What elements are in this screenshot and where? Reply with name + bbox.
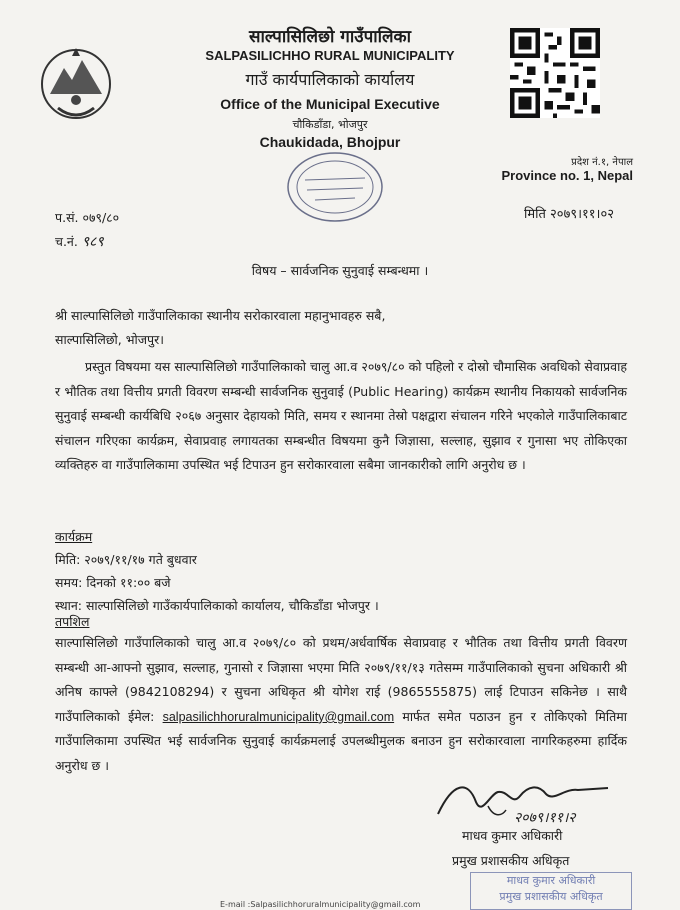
dispatch-number-value: ९८९ [81, 234, 104, 250]
program-place: स्थान: साल्पासिलिछो गाउँकार्यपालिकाको कार्यालय, चौकिडाँडा भोजपुर । [55, 598, 379, 613]
municipality-name-english: SALPASILICHHO RURAL MUNICIPALITY [205, 48, 455, 63]
place-nepali: चौकिडाँडा, भोजपुर [292, 118, 368, 131]
signatory-name: माधव कुमार अधिकारी [462, 828, 563, 843]
municipality-name-nepali: साल्पासिलिछो गाउँपालिका [248, 27, 412, 47]
addressee-line-2: साल्पासिलिछो, भोजपुर। [55, 332, 164, 347]
details-label: तपशिल [55, 614, 90, 629]
details-text-2: मार्फत समेत पठाउन हुन र तोकिएको मितिमा गाउँपालिकामा उपस्थित भई सार्वजनिक सुनुवाई कार्यक्रमलाई उपलब्धीमुलक बनाउन हुन सरोकारवाला नागरिकहरुमा हार्दिक अनुरोध छ । [55, 708, 627, 773]
footer-email: E-mail :Salpasilichhoruralmunicipality@gmail.com [220, 900, 421, 909]
signature-date: २०७९।११।२ [514, 810, 576, 826]
office-name-english: Office of the Municipal Executive [220, 96, 440, 112]
details-text-1: साल्पासिलिछो गाउँपालिकाको चालु आ.व २०७९/८० को प्रथम/अर्धवार्षिक सेवाप्रवाह र भौतिक तथा वित्तीय प्रगती विवरण सम्बन्धी आ-आफ्नो सुझाव, सल्लाह, गुनासो र जिज्ञासा भएमा मिति २०७९/११/१३ गतेसम्म गाउँपालिकाको सुचना अधिकारी श्री अनिष काफ्ले (9842108294) र सुचना अधिकृत श्री योगेश राई (9865555875) लाई टिपाउन सकिनेछ । साथै गाउँपालिकाको ईमेल: [55, 635, 627, 724]
office-name-nepali: गाउँ कार्यपालिकाको कार्यालय [245, 70, 415, 89]
addressee-line-1: श्री साल्पासिलिछो गाउँपालिकाका स्थानीय सरोकारवाला महानुभावहरु सबै, [55, 308, 386, 323]
email-link[interactable]: salpasilichhoruralmunicipality@gmail.com [162, 709, 395, 724]
government-emblem-logo [36, 38, 116, 128]
details-paragraph [55, 631, 627, 779]
signatory-title: प्रमुख प्रशासकीय अधिकृत [452, 853, 570, 868]
letter-date: मिति २०७९।११।०२ [524, 207, 614, 222]
province-nepali: प्रदेश नं.१, नेपाल [571, 157, 633, 168]
reference-number: प.सं. ०७९/८० [55, 210, 120, 225]
name-stamp-line-2: प्रमुख प्रशासकीय अधिकृत [499, 890, 603, 903]
handwritten-signature [428, 772, 628, 832]
subject-line: विषय – सार्वजनिक सुनुवाई सम्बन्धमा । [251, 263, 429, 278]
office-seal-stamp [285, 150, 385, 225]
program-label: कार्यक्रम [55, 529, 93, 544]
place-english: Chaukidada, Bhojpur [259, 134, 401, 150]
qr-code [510, 28, 600, 118]
name-stamp-line-1: माधव कुमार अधिकारी [506, 874, 596, 887]
dispatch-number [55, 232, 104, 251]
name-stamp [470, 872, 632, 910]
province-english: Province no. 1, Nepal [501, 168, 633, 183]
body-paragraph: प्रस्तुत विषयमा यस साल्पासिलिछो गाउँपालिकाको चालु आ.व २०७९/८० को पहिलो र दोस्रो चौमासिक अवधिको सेवाप्रवाह र भौतिक तथा वित्तीय प्रगती विवरण सम्बन्धी सार्वजनिक सुनुवाई (Public Hearing) कार्यक्रम स्थानीय निकायको सार्वजनिक सुनुवाई सम्बन्धी कार्यबिधि २०६७ अनुसार देहायको मिति, समय र स्थानमा तेस्रो पक्षद्वारा संचालन गरिने भएकोले गाउँपालिकाबाट संचालन गरिएका कार्यक्रम, सेवाप्रवाह लगायतका सम्बन्धीत विषयमा कुनै जिज्ञासा, सल्लाह, सुझाव र गुनासा भए तोकिएका व्यक्तिहरु वा गाउँपालिकामा उपस्थित भई टिपाउन हुन सरोकारवाला सबैमा जानकारीको लागि अनुरोध छ । [55, 359, 627, 473]
program-time: समय: दिनको ११:०० बजे [55, 575, 171, 590]
dispatch-number-label: च.नं. [55, 234, 78, 249]
program-date: मिति: २०७९/११/१७ गते बुधवार [55, 552, 197, 567]
